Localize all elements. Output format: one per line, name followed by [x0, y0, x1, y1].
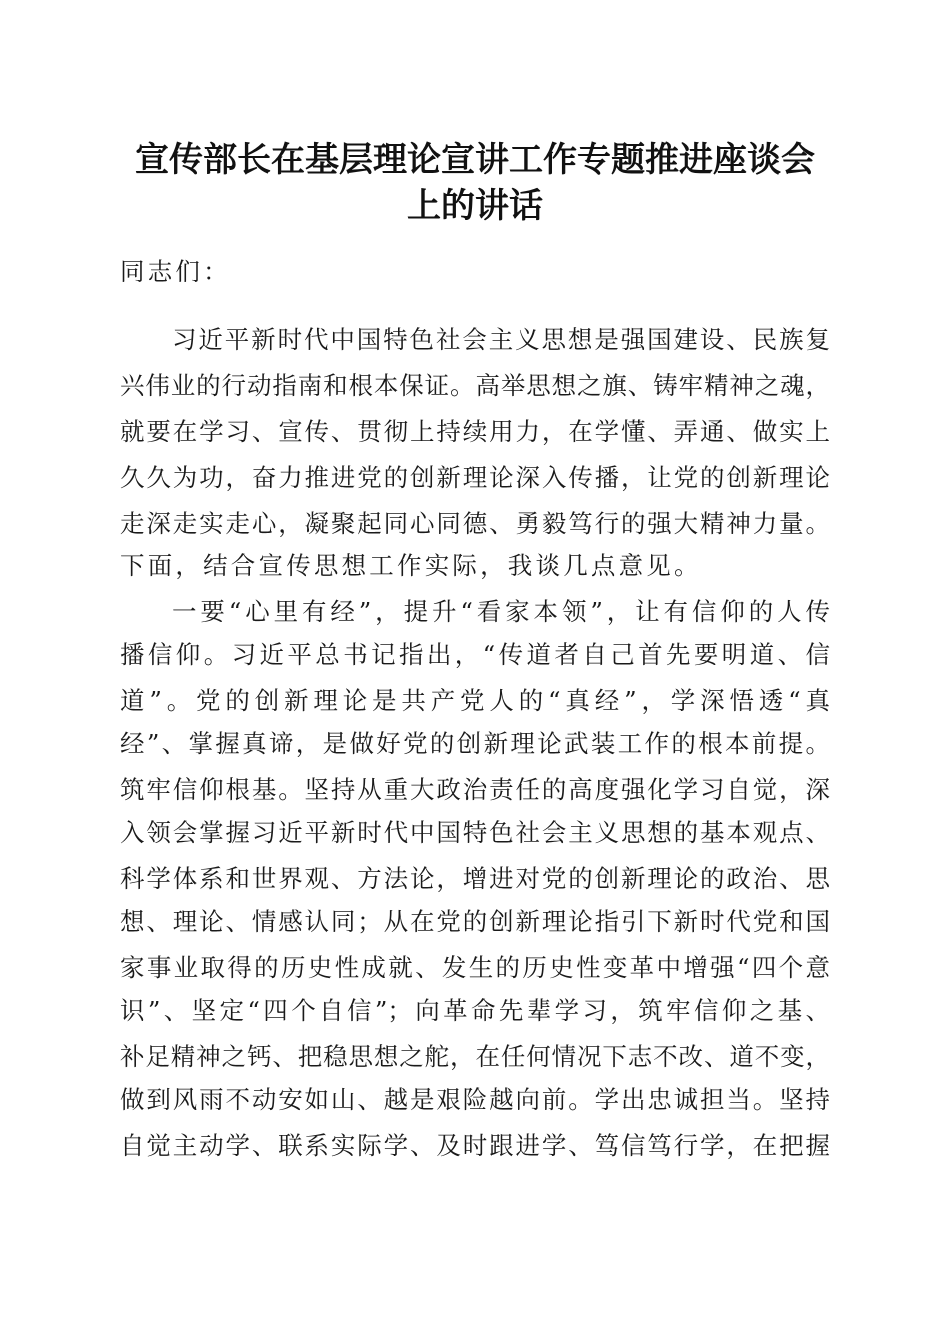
- paragraph-2-line-6: 入领会掌握习近平新时代中国特色社会主义思想的基本观点、: [120, 818, 830, 847]
- paragraph-1-line-5: 走深走实走心，凝聚起同心同德、勇毅笃行的强大精神力量。: [120, 509, 830, 538]
- paragraph-2-line-1: 一要“心里有经”，提升“看家本领”，让有信仰的人传: [172, 597, 830, 626]
- paragraph-2-line-10: 识”、坚定“四个自信”；向革命先辈学习，筑牢信仰之基、: [120, 996, 830, 1025]
- salutation: 同志们：: [120, 257, 231, 286]
- paragraph-1-line-3: 就要在学习、宣传、贯彻上持续用力，在学懂、弄通、做实上: [120, 417, 830, 446]
- paragraph-1-line-6: 下面，结合宣传思想工作实际，我谈几点意见。: [120, 551, 702, 580]
- paragraph-2-line-9: 家事业取得的历史性成就、发生的历史性变革中增强“四个意: [120, 953, 830, 982]
- paragraph-2-line-8: 想、理论、情感认同；从在党的创新理论指引下新时代党和国: [120, 907, 830, 936]
- paragraph-2-line-5: 筑牢信仰根基。坚持从重大政治责任的高度强化学习自觉，深: [120, 775, 830, 804]
- paragraph-2-line-11: 补足精神之钙、把稳思想之舵，在任何情况下志不改、道不变，: [120, 1042, 830, 1071]
- document-title-line-1: 宣传部长在基层理论宣讲工作专题推进座谈会: [135, 140, 815, 180]
- paragraph-1-line-1: 习近平新时代中国特色社会主义思想是强国建设、民族复: [172, 325, 830, 354]
- paragraph-1-line-4: 久久为功，奋力推进党的创新理论深入传播，让党的创新理论: [120, 463, 830, 492]
- paragraph-2-line-7: 科学体系和世界观、方法论，增进对党的创新理论的政治、思: [120, 864, 830, 893]
- paragraph-2-line-4: 经”、掌握真谛，是做好党的创新理论武装工作的根本前提。: [120, 729, 830, 758]
- paragraph-2-line-2: 播信仰。习近平总书记指出，“传道者自己首先要明道、信: [120, 640, 830, 669]
- paragraph-1-line-2: 兴伟业的行动指南和根本保证。高举思想之旗、铸牢精神之魂，: [120, 371, 830, 400]
- document-title-line-2: 上的讲话: [407, 186, 543, 226]
- paragraph-2-line-12: 做到风雨不动安如山、越是艰险越向前。学出忠诚担当。坚持: [120, 1085, 830, 1114]
- paragraph-2-line-13: 自觉主动学、联系实际学、及时跟进学、笃信笃行学，在把握: [120, 1131, 830, 1160]
- paragraph-2-line-3: 道”。党的创新理论是共产党人的“真经”，学深悟透“真: [120, 686, 830, 715]
